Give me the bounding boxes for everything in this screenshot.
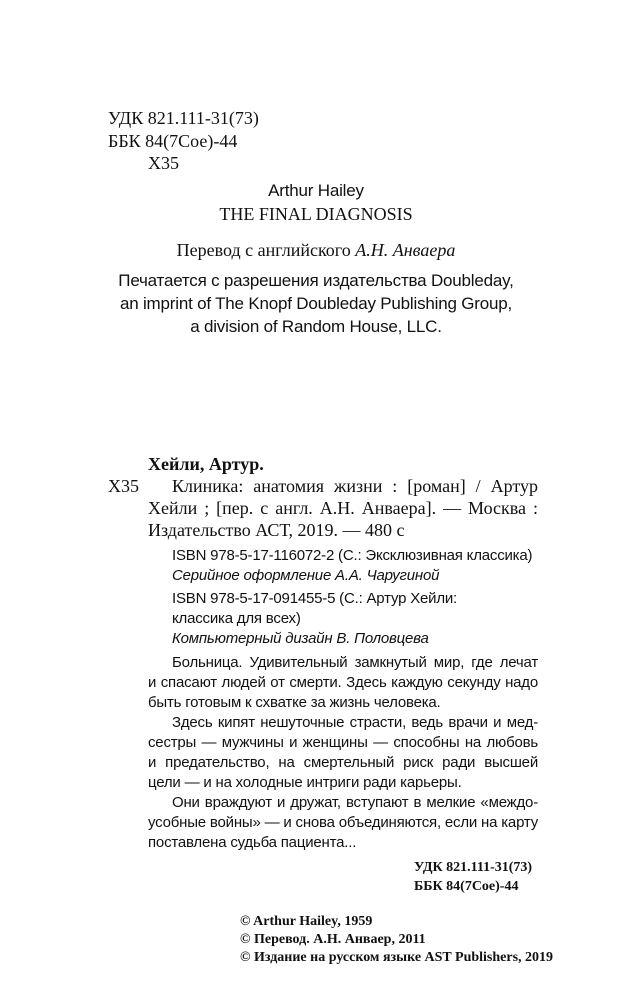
abstract-p2-line-2: сестры — мужчины и женщины — способны на любовь	[148, 734, 538, 751]
udk-code: УДК 821.111-31(73)	[108, 108, 259, 128]
permission-line-3: a division of Random House, LLC.	[190, 317, 442, 336]
abstract-p2-line-1: Здесь кипят нешуточные страсти, ведь врачи и мед-	[172, 714, 538, 731]
catalog-mark: Х35	[108, 476, 139, 496]
abstract-p3-line-3: поставлена судьба пациента...	[148, 834, 357, 851]
abstract-p1-line-1: Больница. Удивительный замкнутый мир, где лечат	[172, 654, 538, 671]
catalog-author-heading: Хейли, Артур.	[148, 454, 264, 474]
copyright-line-3: © Издание на русском языке AST Publishers, 2019	[240, 950, 554, 965]
copyright-line-1: © Arthur Hailey, 1959	[240, 914, 373, 929]
bbk-bottom: ББК 84(7Сое)-44	[414, 879, 519, 894]
translation-prefix: Перевод с английского	[176, 240, 351, 260]
abstract-p3-line-1: Они враждуют и дружат, вступают в мелкие «междо-	[172, 794, 538, 811]
copyright-line-2: © Перевод. А.Н. Анваер, 2011	[240, 932, 426, 947]
isbn-1: ISBN 978-5-17-116072-2 (С.: Эксклюзивная классика)	[172, 547, 533, 564]
description-line-1: Клиника: анатомия жизни : [роман] / Артур	[172, 476, 538, 496]
udk-bottom: УДК 821.111-31(73)	[414, 860, 533, 875]
permission-line-1: Печатается с разрешения издательства Doubleday,	[118, 271, 514, 290]
abstract-p1-line-2: и спасают людей от смерти. Здесь каждую секунду надо	[148, 674, 538, 691]
computer-design-credit: Компьютерный дизайн В. Половцева	[172, 630, 429, 647]
abstract-p2-line-4: цели — и на холодные интриги ради карьеры.	[148, 774, 462, 791]
permission-line-2: an imprint of The Knopf Doubleday Publishing Group,	[119, 294, 513, 313]
translation-credit	[0, 240, 632, 261]
original-author: Arthur Hailey	[268, 181, 364, 200]
abstract-p3-line-2: усобные войны» — и снова объединяются, если на карту	[148, 814, 539, 831]
isbn-2-line-2: классика для всех)	[172, 610, 301, 627]
isbn-2-line-1: ISBN 978-5-17-091455-5 (С.: Артур Хейли:	[172, 590, 458, 607]
original-title: THE FINAL DIAGNOSIS	[219, 204, 413, 224]
series-design-credit: Серийное оформление А.А. Чаругиной	[172, 567, 440, 584]
translator-name: А.Н. Анваера	[355, 240, 456, 260]
abstract-p2-line-3: и предательство, на смертельный риск ради высшей	[148, 754, 538, 771]
abstract-p1-line-3: быть готовым к схватке за жизнь человека.	[148, 694, 441, 711]
description-line-3: Издательство АСТ, 2019. — 480 с	[148, 520, 405, 540]
bbk-code: ББК 84(7Сое)-44	[108, 131, 238, 151]
description-line-2: Хейли ; [пер. с англ. А.Н. Анваера]. — Москва :	[148, 498, 538, 518]
author-mark: Х35	[148, 153, 179, 173]
